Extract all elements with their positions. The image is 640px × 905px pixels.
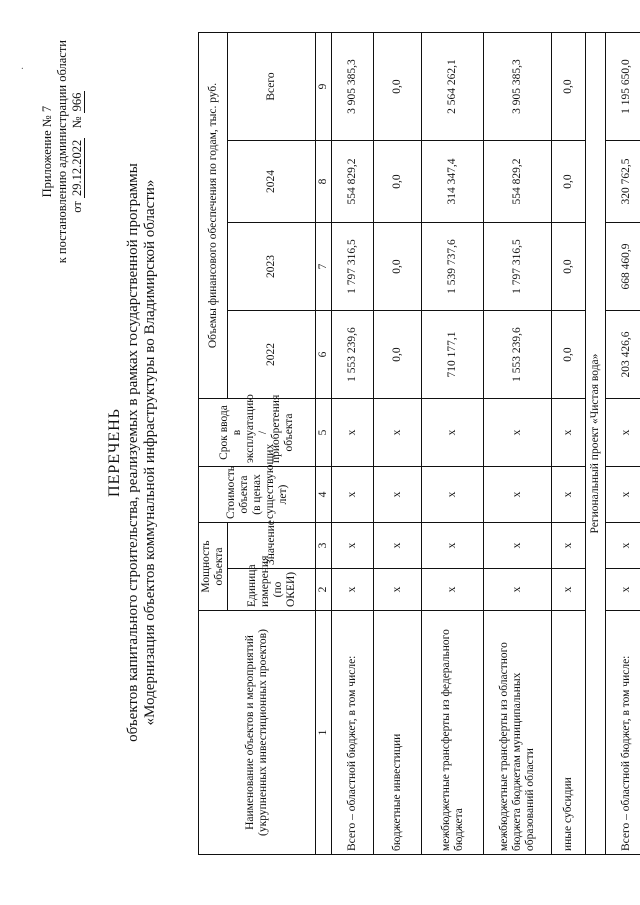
row-unit: х xyxy=(484,569,552,611)
title-line1: объектов капитального строительства, реализуемых в рамках государственной программы xyxy=(125,163,141,742)
header-2024: 2024 xyxy=(228,141,316,223)
col-number: 1 xyxy=(316,611,332,855)
col-number: 8 xyxy=(316,141,332,223)
row-2024: 320 762,5 xyxy=(606,141,640,223)
scan-dot: · xyxy=(18,66,29,70)
row-total: 2 564 262,1 xyxy=(422,33,484,141)
row-2024: 554 829,2 xyxy=(332,141,374,223)
row-name: Всего – областной бюджет, в том числе: xyxy=(606,611,640,855)
appendix-line1: Приложение № 7 xyxy=(40,105,54,198)
row-name: иные субсидии xyxy=(552,611,586,855)
row-2022: 1 553 239,6 xyxy=(484,311,552,399)
column-number-row xyxy=(316,33,332,855)
row-cost: х xyxy=(374,467,422,523)
row-name: межбюджетные трансферты из федерального бюджета xyxy=(422,611,484,855)
row-cost: х xyxy=(422,467,484,523)
row-2022: 203 426,6 xyxy=(606,311,640,399)
table-row xyxy=(552,33,586,855)
table-row xyxy=(606,33,640,855)
row-unit: х xyxy=(374,569,422,611)
number-prefix: № xyxy=(70,116,84,129)
finance-table xyxy=(198,32,640,855)
row-total: 0,0 xyxy=(374,33,422,141)
col-number: 4 xyxy=(316,467,332,523)
header-unit: Единица измерения (по ОКЕИ) xyxy=(228,569,316,611)
row-2022: 0,0 xyxy=(552,311,586,399)
row-2022: 0,0 xyxy=(374,311,422,399)
row-unit: х xyxy=(606,569,640,611)
row-total: 3 905 385,3 xyxy=(332,33,374,141)
row-2023: 668 460,9 xyxy=(606,223,640,311)
row-2023: 1 797 316,5 xyxy=(332,223,374,311)
header-capacity: Мощность объекта xyxy=(199,523,228,611)
row-value: х xyxy=(606,523,640,569)
row-cost: х xyxy=(606,467,640,523)
row-total: 1 195 650,0 xyxy=(606,33,640,141)
appendix-number: 966 xyxy=(70,92,84,112)
row-2023: 1 797 316,5 xyxy=(484,223,552,311)
table-row xyxy=(374,33,422,855)
header-name: Наименование объектов и мероприятий (укрупненных инвестиционных проектов) xyxy=(199,611,316,855)
row-unit: х xyxy=(552,569,586,611)
title-block xyxy=(106,40,159,865)
row-term: х xyxy=(332,399,374,467)
appendix-line2: к постановлению администрации области xyxy=(55,40,69,264)
col-number: 9 xyxy=(316,33,332,141)
table-row xyxy=(332,33,374,855)
col-number: 2 xyxy=(316,569,332,611)
row-value: х xyxy=(374,523,422,569)
page-title: ПЕРЕЧЕНЬ xyxy=(106,408,123,497)
row-term: х xyxy=(606,399,640,467)
row-2023: 1 539 737,6 xyxy=(422,223,484,311)
row-cost: х xyxy=(332,467,374,523)
section-title: Региональный проект «Чистая вода» xyxy=(586,33,606,855)
appendix-date: 29.12.2022 xyxy=(70,139,84,197)
row-2023: 0,0 xyxy=(374,223,422,311)
header-total: Всего xyxy=(228,33,316,141)
row-term: х xyxy=(422,399,484,467)
row-2022: 710 177,1 xyxy=(422,311,484,399)
table-row xyxy=(422,33,484,855)
row-2024: 554 829,2 xyxy=(484,141,552,223)
row-2024: 0,0 xyxy=(374,141,422,223)
appendix-line3 xyxy=(70,40,85,263)
row-value: х xyxy=(552,523,586,569)
row-2024: 314 347,4 xyxy=(422,141,484,223)
row-term: х xyxy=(552,399,586,467)
header-cost: Стоимость объекта (в ценах существующих лет) xyxy=(199,467,316,523)
row-unit: х xyxy=(332,569,374,611)
appendix-block xyxy=(40,40,85,263)
row-term: х xyxy=(374,399,422,467)
date-prefix: от xyxy=(70,201,84,213)
row-2023: 0,0 xyxy=(552,223,586,311)
header-value: Значение xyxy=(228,523,316,569)
row-total: 0,0 xyxy=(552,33,586,141)
row-total: 3 905 385,3 xyxy=(484,33,552,141)
col-number: 5 xyxy=(316,399,332,467)
header-term: Срок ввода в эксплуатацию / приобретения объекта xyxy=(199,399,316,467)
title-line2: «Модернизация объектов коммунальной инфраструктуры во Владимирской области» xyxy=(142,179,158,726)
row-name: межбюджетные трансферты из областного бюджета бюджетам муниципальных образований области xyxy=(484,611,552,855)
row-value: х xyxy=(422,523,484,569)
row-cost: х xyxy=(552,467,586,523)
col-number: 7 xyxy=(316,223,332,311)
header-finance: Объемы финансового обеспечения по годам, тыс. руб. xyxy=(199,33,228,399)
row-name: Всего – областной бюджет, в том числе: xyxy=(332,611,374,855)
section-row xyxy=(586,33,606,855)
row-2024: 0,0 xyxy=(552,141,586,223)
row-2022: 1 553 239,6 xyxy=(332,311,374,399)
header-2022: 2022 xyxy=(228,311,316,399)
row-cost: х xyxy=(484,467,552,523)
header-2023: 2023 xyxy=(228,223,316,311)
col-number: 3 xyxy=(316,523,332,569)
row-name: бюджетные инвестиции xyxy=(374,611,422,855)
table-row xyxy=(484,33,552,855)
row-term: х xyxy=(484,399,552,467)
row-value: х xyxy=(332,523,374,569)
col-number: 6 xyxy=(316,311,332,399)
row-value: х xyxy=(484,523,552,569)
row-unit: х xyxy=(422,569,484,611)
